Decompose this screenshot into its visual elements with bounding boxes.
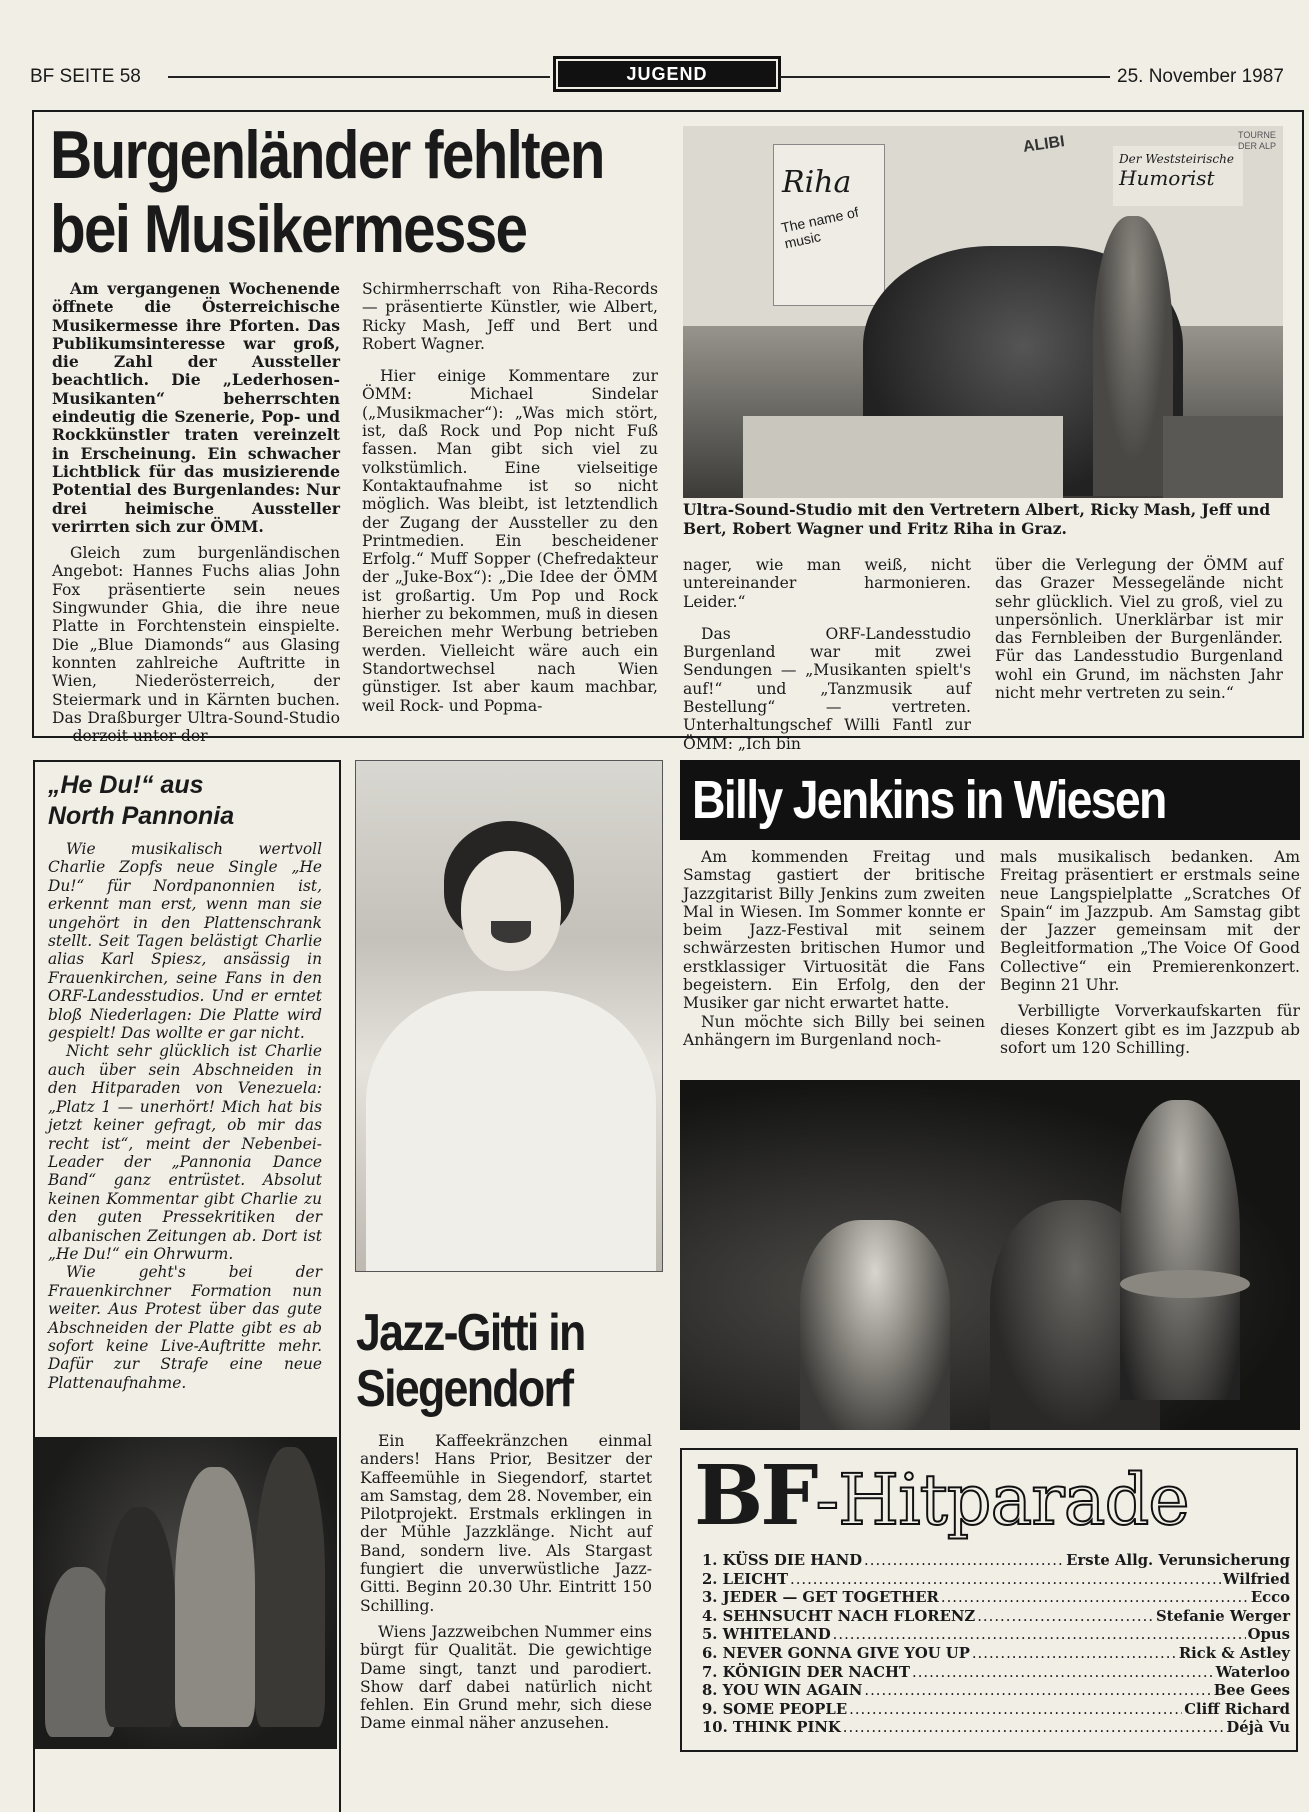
article3-p2: Wiens Jazzweibchen Nummer eins bürgt für Qualität. Die gewichtige Dame singt, tanzt und parodiert. Show darf dabei natürlich nicht fehlen. Ein Grund mehr, sich diese Dame einmal näher anzusehen.: [360, 1622, 652, 1733]
photo-table-right: [1163, 416, 1283, 498]
article1-col2-p2: Hier einige Kommentare zur ÖMM: Michael Sindelar („Musikmacher“): „Was mich stört, ist, daß Rock und Pop nicht Fuß fassen. Man gibt sich viel zu volkstümlich. Eine vielseitige Kontaktaufnahme ist so nicht möglich. Was bleibt, ist letztendlich der Zugang der Aussteller zu den Printmedien. Ein bescheidener Erfolg.“ Muff Sopper (Chefredakteur der „Juke-Box“): „Die Idee der ÖMM ist großartig. Um Pop und Rock hierher zu bekommen, muß in diesen Bereichen mehr Werbung betrieben werden. Vielleicht wäre auch ein Standortwechsel nach Wien günstiger. Ist aber kaum machbar, weil Rock- und Popma-: [362, 367, 658, 715]
article1-headline-line2: bei Musikermesse: [50, 191, 527, 267]
hitparade-entry-title: [702, 1701, 847, 1720]
hitparade-entry-song: NEVER GONNA GIVE YOU UP: [722, 1644, 970, 1662]
hitparade-entry-leader-dots: [864, 1552, 1064, 1571]
article3-body: [360, 1432, 652, 1741]
hitparade-entry-leader-dots: [790, 1571, 1221, 1590]
article3-headline-line1: Jazz-Gitti in: [356, 1304, 585, 1362]
hitparade-entry: [702, 1682, 1290, 1701]
article1-col1: [52, 280, 340, 753]
article4-headline: Billy Jenkins in Wiesen: [692, 770, 1166, 830]
article1-headline: [50, 118, 652, 266]
photo-jazz-gitti: [355, 760, 663, 1272]
photo-caption-ultra-sound: Ultra-Sound-Studio mit den Vertretern Albert, Ricky Mash, Jeff und Bert, Robert Wagner und Fritz Riha in Graz.: [683, 500, 1271, 538]
photo-humorist-top: Der Weststeirische: [1119, 152, 1234, 166]
photo-pannonia-band: [35, 1437, 337, 1749]
hitparade-entry-leader-dots: [941, 1589, 1249, 1608]
article1-col1-body: Gleich zum burgenländischen Angebot: Hannes Fuchs alias John Fox präsentierte sein neues Singwunder Ghia, die ihre neue Platte in Forchtenstein einspielte. Die „Blue Diamonds“ aus Glasing konnten zahlreiche Auftritte in Wien, Niederösterreich, der Steiermark und in Kärnten buchen. Das Draßburger Ultra-Sound-Studio — derzeit unter der: [52, 544, 340, 746]
article4-col1-p2: Nun möchte sich Billy bei seinen Anhängern im Burgenland noch-: [683, 1012, 985, 1049]
article3-headline-line2: Siegendorf: [356, 1360, 573, 1418]
hitparade-entry-song: LEICHT: [722, 1570, 788, 1588]
photo-table: [743, 416, 1063, 498]
hitparade-entry-title: [702, 1589, 939, 1608]
hitparade-entry-rank: 6.: [702, 1644, 718, 1662]
photo-humorist-sign: [1113, 146, 1243, 206]
hitparade-entry-artist: Opus: [1247, 1626, 1290, 1644]
hitparade-entry-song: THINK PINK: [732, 1719, 841, 1737]
photo-riha-sign: [773, 144, 885, 306]
photo-band-member-2: [105, 1507, 175, 1727]
hitparade-entry-song: YOU WIN AGAIN: [722, 1682, 863, 1700]
hitparade-entry-song: KÖNIGIN DER NACHT: [722, 1663, 910, 1681]
hitparade-entry-leader-dots: [833, 1626, 1246, 1645]
article2-p1: Wie musikalisch wertvoll Charlie Zopfs neue Single „He Du!“ für Nordpanonnien ist, erkennt man erst, wenn man sie ungehört in den Plattenschrank stellt. Seit Tagen belästigt Charlie alias Karl Spiesz, ansässig in Frauenkirchen, seine Fans in den ORF-Landesstudios. Und er erntet bloß Niederlagen: Die Platte wird gespielt! Das wollte er gar nicht.: [48, 840, 322, 1043]
hitparade-entry-artist: Déjà Vu: [1226, 1719, 1290, 1737]
hitparade-entry-song: WHITELAND: [722, 1626, 831, 1644]
hitparade-entry-rank: 2.: [702, 1570, 718, 1588]
photo-band-member-4: [255, 1447, 325, 1727]
article1-col3: [683, 556, 971, 761]
article1-col3-p2: Das ORF-Landesstudio Burgenland war mit zwei Sendungen — „Musikanten spielt's auf!“ und „Tanzmusik auf Bestellung“ — vertreten. Unterhaltungschef Willi Fantl zur ÖMM: „Ich bin: [683, 624, 971, 753]
hitparade-entry-leader-dots: [977, 1608, 1154, 1627]
header-rule-left: [168, 76, 550, 78]
hitparade-entry: [702, 1571, 1290, 1590]
hitparade-title-rest: -Hitparade: [815, 1459, 1189, 1541]
hitparade-entry-artist: Erste Allg. Verunsicherung: [1066, 1552, 1290, 1569]
hitparade-entry-song: JEDER — GET TOGETHER: [722, 1589, 939, 1607]
article1-lead: Am vergangenen Wochenende öffnete die Österreichische Musikermesse ihre Pforten. Das Publikumsinteresse war groß, die Zahl der Aussteller beachtlich. Die „Lederhosen-Musikanten“ beherrschten eindeutig die Szenerie, Pop- und Rockkünstler traten vereinzelt in Erscheinung. Ein schwacher Lichtblick für das musizierende Potential des Burgenlandes: Nur drei heimische Aussteller verirrten sich zur ÖMM.: [52, 279, 340, 536]
hitparade-entry-artist: Rick & Astley: [1178, 1644, 1290, 1662]
hitparade-entry: [702, 1701, 1290, 1720]
photo-gitti-face: [461, 851, 561, 971]
article4-col1: [683, 848, 985, 1057]
hitparade-entry-title: [702, 1645, 970, 1664]
photo-tourne-sign: TOURNE DER ALP: [1238, 130, 1277, 151]
article1-col4: [995, 556, 1283, 710]
photo-cymbal: [1120, 1270, 1250, 1298]
hitparade-entry-artist: Waterloo: [1215, 1663, 1290, 1681]
article1-col3-p1: nager, wie man weiß, nicht untereinander harmonieren. Leider.“: [683, 556, 971, 611]
article1-headline-line1: Burgenländer fehlten: [50, 117, 604, 193]
photo-gitti-dress: [366, 991, 656, 1271]
article1-col2: [362, 280, 658, 723]
hitparade-entry-song: SOME PEOPLE: [722, 1700, 848, 1718]
section-label-text: JUGEND: [626, 64, 708, 84]
hitparade-entry: [702, 1719, 1290, 1738]
photo-guitarist: [800, 1220, 950, 1430]
hitparade-entry-leader-dots: [864, 1682, 1211, 1701]
hitparade-entry: [702, 1664, 1290, 1683]
article1-col2-p1: Schirmherrschaft von Riha-Records — präsentierte Künstler, wie Albert, Ricky Mash, Jeff und Bert und Robert Wagner.: [362, 280, 658, 353]
hitparade-entry: [702, 1608, 1290, 1627]
photo-person-right: [1093, 216, 1173, 496]
hitparade-entry: [702, 1552, 1290, 1571]
hitparade-entry-rank: 3.: [702, 1589, 718, 1607]
hitparade-entry-title: [702, 1719, 841, 1738]
section-label: [553, 56, 781, 92]
photo-band-member-3: [175, 1467, 255, 1727]
hitparade-list: [702, 1552, 1290, 1738]
hitparade-title-bf: BF: [694, 1448, 816, 1544]
hitparade-entry-song: KÜSS DIE HAND: [722, 1552, 863, 1569]
hitparade-entry-rank: 4.: [702, 1607, 718, 1625]
article1-col4-p1: über die Verlegung der ÖMM auf das Grazer Messegelände nicht sehr glücklich. Viel zu groß, viel zu unpersönlich. Unerklärbar ist mir das Fernbleiben der Burgenländer. Für das Landesstudio Burgenland wohl ein Grund, im nächsten Jahr nicht mehr vertreten zu sein.“: [995, 556, 1283, 703]
article4-col1-p1: Am kommenden Freitag und Samstag gastiert der britische Jazzgitarist Billy Jenkins zum zweiten Mal in Wiesen. Im Sommer konnte er beim Jazz-Festival mit seinem schwärzesten britischen Humor und erstklassiger Virtuosität die Fans begeistern. Ein Erfolg, den der Musiker gar nicht erwartet hatte.: [683, 848, 985, 1013]
article2-body: [48, 840, 322, 1400]
article2-p3: Wie geht's bei der Frauenkirchner Formation nun weiter. Aus Protest über das gute Abschneiden der Platte gibt es ab sofort keine Live-Auftritte mehr. Dafür zur Strafe eine neue Plattenaufnahme.: [48, 1263, 322, 1392]
hitparade-entry-leader-dots: [849, 1701, 1182, 1720]
article2-headline-line2: North Pannonia: [48, 802, 235, 830]
hitparade-entry-artist: Wilfried: [1222, 1570, 1290, 1588]
photo-name-of-music: The name of music: [779, 203, 860, 252]
header-rule-right: [780, 76, 1110, 78]
article4-col2-p1: mals musikalisch bedanken. Am Freitag präsentiert er erstmals seine neue Langspielplatte „Scratches Of Spain“ im Jazzpub. Am Samstag gibt der Jazzer gemeinsam mit der Begleitformation „The Voice Of Good Collective“ ein Premierenkonzert. Beginn 21 Uhr.: [1000, 848, 1300, 995]
hitparade-entry-leader-dots: [843, 1719, 1225, 1738]
hitparade-title: [694, 1448, 1189, 1563]
photo-humorist-text: Humorist: [1119, 166, 1215, 190]
article2-p2: Nicht sehr glücklich ist Charlie auch über sein Abschneiden in den Hitparaden von Venezuela: „Platz 1 — unerhört! Mich hat bis jetzt keiner gefragt, ob mir das recht ist“, meint der Nebenbei-Leader der „Pannonia Dance Band“ ganz entrüstet. Absolut keinen Kommentar gibt Charlie zu den guten Pressekritiken der albanischen Zeitungen ab. Dort ist „He Du!“ ein Ohrwurm.: [48, 1042, 322, 1263]
hitparade-entry-artist: Ecco: [1250, 1589, 1290, 1607]
hitparade-entry-title: [702, 1608, 975, 1627]
article4-col2-p2: Verbilligte Vorverkaufskarten für dieses Konzert gibt es im Jazzpub ab sofort um 120 Schilling.: [1000, 1002, 1300, 1057]
hitparade-entry-rank: 5.: [702, 1626, 718, 1644]
hitparade-entry-rank: 8.: [702, 1682, 718, 1700]
hitparade-entry-artist: Cliff Richard: [1184, 1700, 1290, 1718]
hitparade-entry-title: [702, 1682, 862, 1701]
hitparade-entry-rank: 7.: [702, 1663, 718, 1681]
hitparade-entry-rank: 10.: [702, 1719, 728, 1737]
hitparade-entry-artist: Stefanie Werger: [1155, 1607, 1290, 1625]
hitparade-entry-title: [702, 1571, 788, 1590]
article4-headline-bar: [680, 760, 1300, 840]
hitparade-entry: [702, 1589, 1290, 1608]
photo-alibi-sign: ALIBI: [1021, 133, 1066, 156]
photo-riha-text: Riha: [782, 165, 852, 200]
hitparade-entry-rank: 1.: [702, 1552, 718, 1569]
hitparade-entry-song: SEHNSUCHT NACH FLORENZ: [722, 1607, 976, 1625]
photo-gitti-mouth: [491, 921, 531, 943]
article3-p1: Ein Kaffeekränzchen einmal anders! Hans Prior, Besitzer der Kaffeemühle in Siegendorf, startet am Samstag, dem 28. November, ein Pilotprojekt. Erstmals erklingen in der Mühle Jazzklänge. Nicht auf Band, sondern live. Als Stargast fungiert die unverwüstliche Jazz-Gitti. Beginn 20.30 Uhr. Eintritt 150 Schilling.: [360, 1432, 652, 1615]
hitparade-entry-leader-dots: [912, 1664, 1214, 1683]
article2-headline-line1: „He Du!“ aus: [48, 771, 204, 799]
photo-bassist: [1120, 1100, 1240, 1400]
hitparade-entry-rank: 9.: [702, 1700, 718, 1718]
hitparade-entry-artist: Bee Gees: [1213, 1682, 1290, 1700]
page-number: BF SEITE 58: [30, 66, 141, 87]
article2-headline: [48, 770, 234, 832]
hitparade-entry-title: [702, 1626, 831, 1645]
hitparade-entry-title: [702, 1552, 862, 1571]
hitparade-entry: [702, 1645, 1290, 1664]
photo-ultra-sound-studio: [683, 126, 1283, 498]
photo-billy-jenkins: [680, 1080, 1300, 1430]
article4-col2: [1000, 848, 1300, 1065]
page-date: 25. November 1987: [1117, 66, 1284, 87]
article3-headline: [356, 1305, 631, 1417]
hitparade-entry-leader-dots: [972, 1645, 1177, 1664]
hitparade-entry-title: [702, 1664, 910, 1683]
hitparade-entry: [702, 1626, 1290, 1645]
